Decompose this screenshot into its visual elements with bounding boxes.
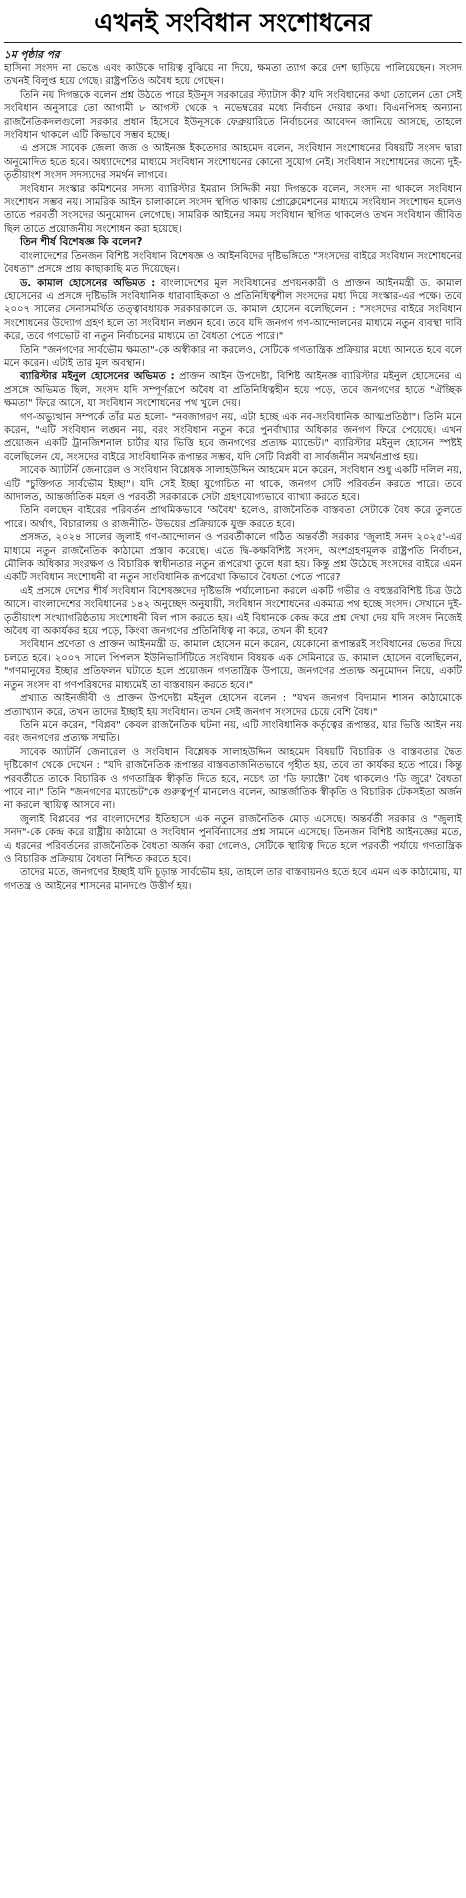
body-paragraph: এই প্রসঙ্গে দেশের শীর্ষ সংবিধান বিশেষজ্ঞদের দৃষ্টিভঙ্গি পর্যালোচনা করলে একটি গভীর ও বহুস্তরবিশিষ্ট চিত্র উঠে আসে। বাংলাদেশের সংবিধানের ১৪২ অনুচ্ছেদ অনুযায়ী, সংবিধান সংশোধনের একমাত্র পথ হচ্ছে সংসদ। সেখানে দুই-তৃতীয়াংশ সংখ্যাগরিষ্ঠতায় সংশোধনী বিল পাস করতে হয়। এই বিধানকে কেন্দ্র করে প্রশ্ন দেখা দেয় যদি সংসদ নিজেই অবৈধ বা অকার্যকর হয়ে পড়ে, কিংবা জনগণের প্রতিনিধিত্ব না করে, তখন কী হবে?: [4, 585, 462, 638]
body-paragraph: সাবেক অ্যাটর্নি জেনারেল ও সংবিধান বিশ্লেষক সালাহউদ্দিন আহমেদ বিষয়টি বিচারিক ও বাস্তবতার দ্বৈত দৃষ্টিকোণ থেকে দেখেন : "যদি রাজনৈতিক রূপান্তর বাস্তবতাজনিতভাবে গৃহীত হয়, তবে তা কার্যকর হতে পারে। কিন্তু পরবর্তীতে তাকে বিচারিক ও গণতান্ত্রিক স্বীকৃতি দিতে হবে, নচেৎ তা 'ডি ফ্যাক্টো' বৈধ থাকলেও 'ডি জুরে' বৈধতা পাবে না।" তিনি "জনগণের ম্যান্ডেট"কে গুরুত্বপূর্ণ মানলেও বলেন, আন্তর্জাতিক স্বীকৃতি ও বিচারিক টেকসইতা অর্জন না করলে স্থায়িত্ব আসবে না।: [4, 746, 462, 812]
body-paragraph: গণ-অভ্যুত্থান সম্পর্কে তাঁর মত হলো- "নবজাগরণ নয়, এটা হচ্ছে এক নব-সংবিধানিক আত্মপ্রতিষ্ঠা"। তিনি মনে করেন, "এটি সংবিধান লঙ্ঘন নয়, বরং সংবিধান নতুন করে পুনর্বাখ্যার অধিকার জনগণ ফিরে পেয়েছে। এখন প্রয়োজন একটি ট্রানজিশনাল চার্টার যার ভিত্তি হবে জনগণের প্রত্যক্ষ ম্যান্ডেট।" ব্যারিস্টার মইনুল হোসেন স্পষ্টই বলেছিলেন যে, সংসদের বাইরে সাংবিধানিক রূপান্তর সম্ভব, যদি সেটি বিপ্লবী বা সার্বজনীন সমর্থনপ্রাপ্ত হয়।: [4, 411, 462, 463]
paragraph-lead-in: ড. কামাল হোসেনের অভিমত :: [20, 277, 156, 289]
body-paragraph: জুলাই বিপ্লবের পর বাংলাদেশের ইতিহাসে এক নতুন রাজনৈতিক মোড় এসেছে। অন্তর্বর্তী সরকার ও "জুলাই সনদ"-কে কেন্দ্র করে রাষ্ট্রীয় কাঠামো ও সংবিধান পুনর্বিন্যাসের প্রশ্ন সামনে এসেছে। তিনজন বিশিষ্ট আইনজ্ঞের মতে, এ ধরনের পরিবর্তনের রাজনৈতিক বৈধতা অর্জন করা গেলেও, সেটিকে স্থায়িত্ব দিতে হলে পরবর্তী পর্যায়ে গণতান্ত্রিক ও বিচারিক প্রক্রিয়ায় বৈধতা নিশ্চিত করতে হবে।: [4, 813, 462, 865]
body-paragraph: হাসিনা সংসদ না ভেঙে এবং কাউকে দায়িত্ব বুঝিয়ে না দিয়ে, ক্ষমতা ত্যাগ করে দেশ ছাড়িয়ে পালিয়েছেন। সংসদ তখনই বিলুপ্ত হয়ে গেছে। রাষ্ট্রপতিও অবৈধ হয়ে গেছেন।: [4, 63, 462, 88]
paragraph-lead-in: ব্যারিস্টার মইনুল হোসেনের অভিমত :: [20, 371, 175, 383]
body-paragraph: সংবিধান প্রণেতা ও প্রাক্তন আইনমন্ত্রী ড. কামাল হোসেন মনে করেন, যেকোনো রূপান্তরই সংবিধানের ভেতর দিয়ে চলতে হবে। ২০০৭ সালে পিপলস ইউনিভার্সিটিতে সংবিধান বিষয়ক এক সেমিনারে ড. কামাল হোসেন বলেছিলেন, "গণমানুষের ইচ্ছার প্রতিফলন ঘটাতে হলে প্রয়োজন গণতান্ত্রিক উপায়ে, জনগণের প্রত্যক্ষ অনুমোদন নিয়ে, একটি নতুন সংসদ বা গণপরিষদের মাধ্যমেই তা বাস্তবায়ন করতে হবে।": [4, 639, 462, 691]
article: [4, 0, 462, 1898]
body-paragraph: সংবিধান সংস্কার কমিশনের সদস্য ব্যারিস্টার ইমরান সিদ্দিকী নয়া দিগন্তকে বলেন, সংসদ না থাকলে সংবিধান সংশোধন সম্ভব নয়। সামরিক আইন চালাকালে সংসদ স্থগিত থাকায় প্রোক্লেমেশনের মাধ্যমে সংবিধান সংশোধন হলেও তাতে পরবর্তী সংসদের অনুমোদন লেগেছে। সামরিক আইনের সময় সংবিধান স্থগিত থাকলেও তখন সংবিধান জীবিত ছিল তাতে প্রয়োজনীয় সংশোধন করা হয়েছে।: [4, 183, 462, 235]
body-paragraph: তিনি নয় দিগন্তকে বলেন প্রশ্ন উঠতে পারে ইউনূস সরকারের স্ট্যাটাস কী? যদি সংবিধানের কথা তোলেন তো সেই সংবিধান অনুসারে তো আগামী ৮ আগস্ট থেকে ৭ নভেম্বরের মধ্যে নির্বাচন দেয়ার কথা। বিএনপিসহ অন্যান্য রাজনৈতিকদলগুলো সরকার প্রধান হিসেবে ইউনূসকে ফেব্রুয়ারিতে নির্বাচনের আবেদন জানিয়ে আসছে, তাহলে সংবিধান থাকলে এটি কিভাবে সম্ভব হচ্ছে।: [4, 89, 462, 142]
paragraph-text: প্রাক্তন আইন উপদেষ্টা, বিশিষ্ট আইনজ্ঞ ব্যারিস্টার মইনুল হোসেনের এ প্রসঙ্গে অভিমত ছিল, সংসদ যদি সম্পূর্ণরূপে অবৈধ বা প্রতিনিধিত্বহীন হয়ে পড়ে, তবে জনগণের হাতে "ঐচ্ছিক ক্ষমতা" ফিরে আসে, যা সংবিধান সংশোধনের পথ খুলে দেয়।: [4, 371, 462, 410]
continued-from-label: ১ম পৃষ্ঠার পর: [4, 49, 60, 61]
paragraph-text: বাংলাদেশের মূল সংবিধানের প্রণয়নকারী ও প্রাক্তন আইনমন্ত্রী ড. কামাল হোসেনের এ প্রসঙ্গে দৃষ্টিভঙ্গি সংবিধানিক ধারাবাহিকতা ও প্রতিনিধিত্বশীল সংসদের মধ্য দিয়ে সংস্কার-এর পক্ষে। তবে ২০০৭ সালের সেনাসমর্থিত তত্ত্বাবধায়ক সরকারকালে ড. কামাল হোসেন বলেছিলেন : "সংসদের বাইরে সংবিধান সংশোধনের উদ্যোগ গ্রহণ হলে তা সংবিধান লঙ্ঘন হবে। তবে যদি জনগণ গণ-আন্দোলনের মাধ্যমে নতুন ব্যবস্থা দাবি করে, তবে গণভোট বা নতুন নির্বাচনের মাধ্যমে তা বৈধতা পেতে পারে।": [4, 277, 462, 343]
body-paragraph: তিনি মনে করেন, "বিপ্লব" কেবল রাজনৈতিক ঘটনা নয়, এটি সাংবিধানিক কর্তৃত্বের রূপান্তর, যার ভিত্তি আইন নয় বরং জনগণের প্রত্যক্ষ সম্মতি।: [4, 719, 462, 745]
body-paragraph: [4, 370, 462, 410]
body-paragraph: তিনি বলছেন বাইরের পরিবর্তন প্রাথমিকভাবে 'অবৈধ' হলেও, রাজনৈতিক বাস্তবতা সেটাকে বৈধ করে তুলতে পারে। অর্থাৎ, বিচারালয় ও রাজনীতি- উভয়ের প্রক্রিয়াকে যুক্ত করতে হবে।: [4, 505, 462, 530]
article-body: [4, 62, 462, 893]
body-paragraph: তাদের মতে, জনগণের ইচ্ছাই যদি চূড়ান্ত সার্বভৌম হয়, তাহলে তার বাস্তবায়নও হতে হবে এমন এক কাঠামোয়, যা গণতন্ত্র ও আইনের শাসনের মানদণ্ডে উত্তীর্ণ হয়।: [4, 867, 462, 892]
body-paragraph: বাংলাদেশের তিনজন বিশিষ্ট সংবিধান বিশেষজ্ঞ ও আইনবিদের দৃষ্টিভঙ্গিতে "সংসদের বাইরে সংবিধান সংশোধনের বৈধতা" প্রসঙ্গে প্রায় কাছাকাছি মত দিয়েছেন।: [4, 250, 462, 276]
body-paragraph: এ প্রসঙ্গে সাবেক জেলা জজ ও আইনজ্ঞ ইকতেদার আহমেদ বলেন, সংবিধান সংশোধনের বিষয়টি সংসদ দ্বারা অনুমোদিত হতে হবে। অধ্যাদেশের মাধ্যমে সংবিধান সংশোধনের কোনো সুযোগ নেই। সংবিধান সংশোধনের জন্যে দুই-তৃতীয়াংশ সংসদ সদস্যদের সমর্থন লাগবে।: [4, 143, 462, 182]
section-subheading: তিন শীর্ষ বিশেষজ্ঞ কি বলেন?: [20, 236, 143, 249]
headline: এখনই সংবিধান সংশোধনের: [4, 8, 462, 43]
body-paragraph: তিনি "জনগণের সার্বভৌম ক্ষমতা"-কে অস্বীকার না করলেও, সেটিকে গণতান্ত্রিক প্রক্রিয়ার মধ্যে আনতে হবে বলে মনে করেন। এটাই তার মূল অবস্থান।: [4, 344, 462, 369]
body-paragraph: প্রখ্যাত আইনজীবী ও প্রাক্তন উপদেষ্টা মইনুল হোসেন বলেন : "যখন জনগণ বিদ্যমান শাসন কাঠামোকে প্রত্যাখ্যান করে, তখন তাদের ইচ্ছাই হয় সংবিধান। তখন সেই জনগণ সংসদের চেয়ে বেশি বৈধ।": [4, 693, 462, 718]
body-paragraph: [4, 277, 462, 344]
body-paragraph: প্রসঙ্গত, ২০২৪ সালের জুলাই গণ-আন্দোলন ও পরবর্তীকালে গঠিত অন্তর্বর্তী সরকার 'জুলাই সনদ ২০২৫'-এর মাধ্যমে নতুন রাজনৈতিক কাঠামো প্রস্তাব করেছে। এতে দ্বি-কক্ষবিশিষ্ট সংসদ, অংশগ্রহণমূলক রাষ্ট্রপতি নির্বাচন, মৌলিক অধিকার সংরক্ষণ ও বিচারিক স্বাধীনতার নতুন রূপরেখা তুলে ধরা হয়। কিন্তু প্রশ্ন উঠেছে সংসদের বাইরে এমন একটি সংবিধান সংশোধনী বা নতুন সাংবিধানিক রূপরেখা কিভাবে বৈধতা পেতে পারে?: [4, 532, 462, 584]
body-paragraph: সাবেক অ্যাটর্নি জেনারেল ও সংবিধান বিশ্লেষক সালাহউদ্দিন আহমেদ মনে করেন, সংবিধান শুধু একটি দলিল নয়, এটি "চুক্তিগত সার্বভৌম ইচ্ছা"। যদি সেই ইচ্ছা যুগোচিত না থাকে, জনগণ সেটি পরিবর্তন করতে পারে। তবে আদালত, আন্তর্জাতিক মহল ও পরবর্তী সরকারকে সেটা গ্রহণযোগ্যভাবে ব্যাখ্যা করতে হবে।: [4, 465, 462, 503]
